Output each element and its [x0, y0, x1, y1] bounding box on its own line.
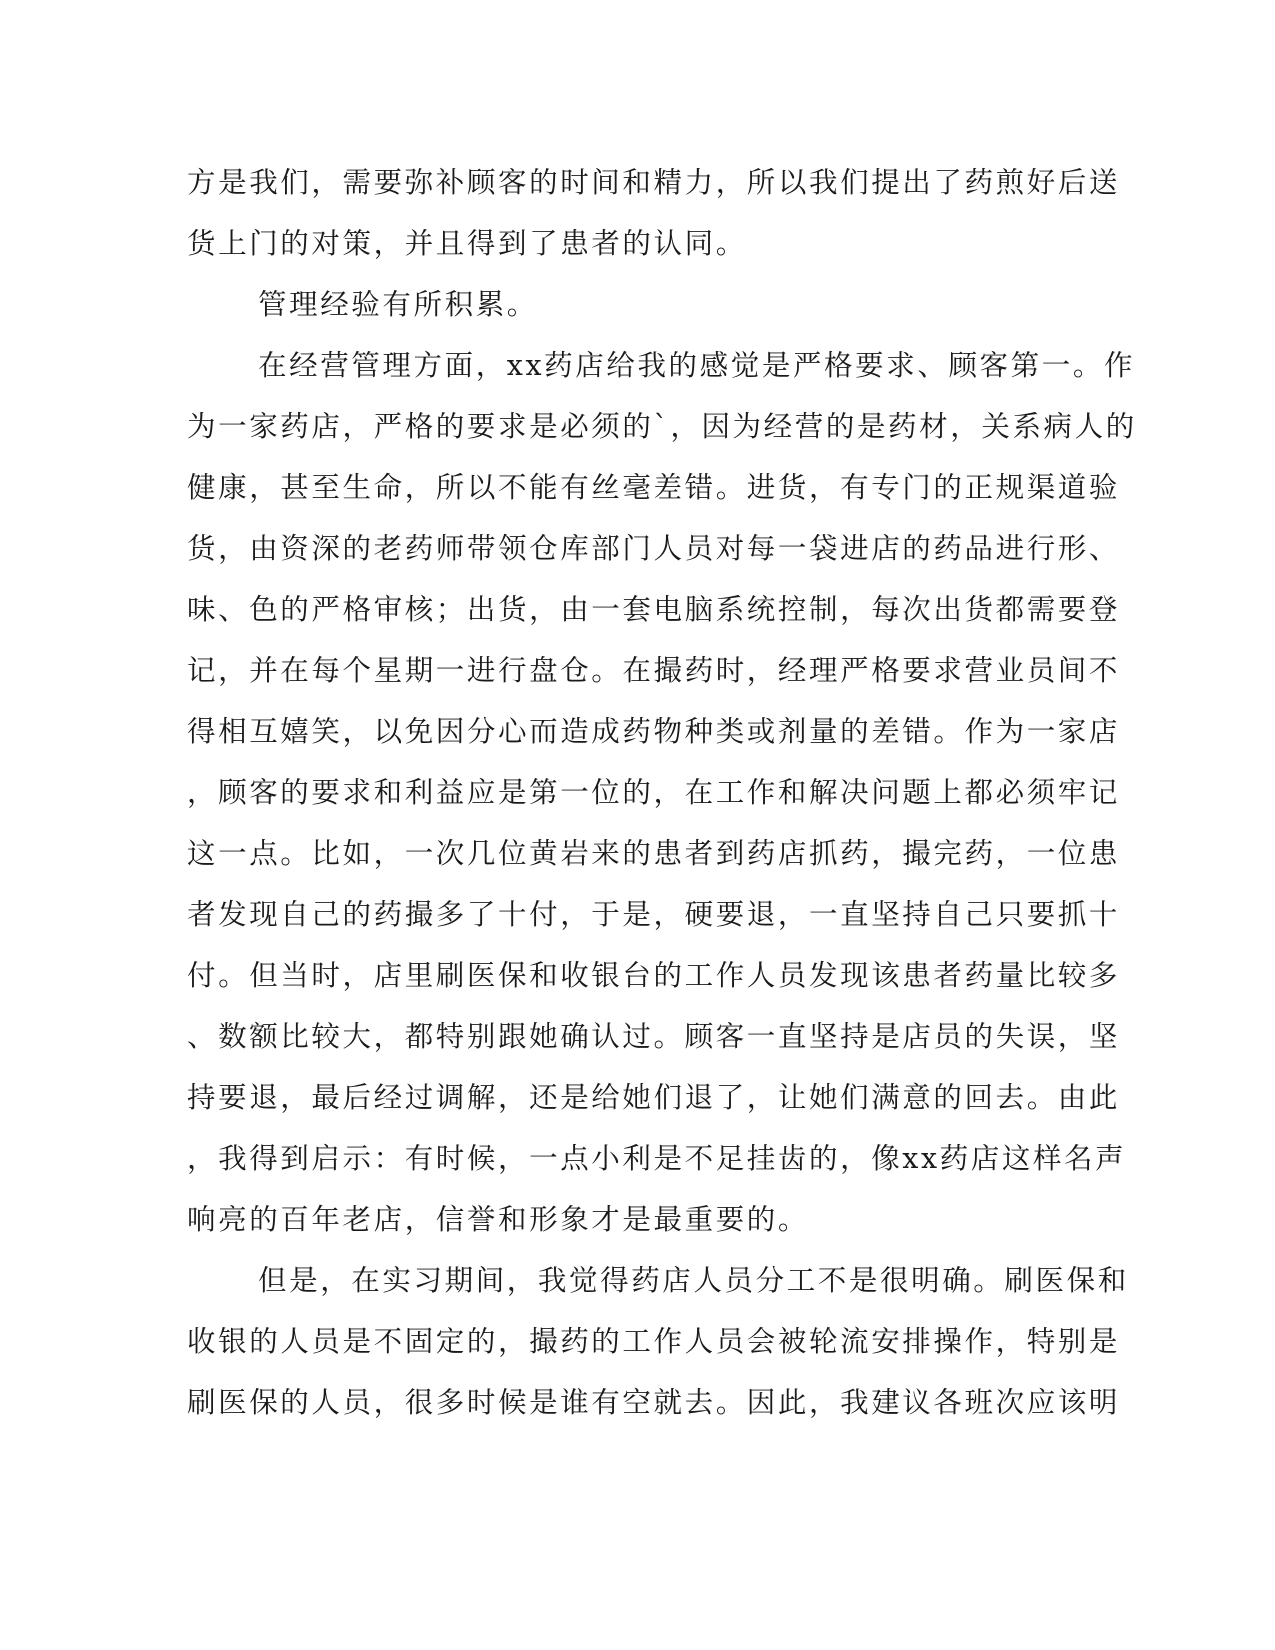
text-line: 健康，甚至生命，所以不能有丝毫差错。进货，有专门的正规渠道验: [187, 471, 1121, 504]
text-line: 记，并在每个星期一进行盘仓。在撮药时，经理严格要求营业员间不: [187, 654, 1121, 687]
text-line: 味、色的严格审核；出货，由一套电脑系统控制，每次出货都需要登: [187, 593, 1121, 626]
body-text: [187, 152, 1137, 1433]
text-line: 但是，在实习期间，我觉得药店人员分工不是很明确。刷医保和: [258, 1264, 1129, 1297]
text-line: 响亮的百年老店，信誉和形象才是最重要的。: [187, 1203, 810, 1236]
text-line: 收银的人员是不固定的，撮药的工作人员会被轮流安排操作，特别是: [187, 1325, 1121, 1358]
text-line: 付。但当时，店里刷医保和收银台的工作人员发现该患者药量比较多: [187, 959, 1121, 992]
text-line: 货上门的对策，并且得到了患者的认同。: [187, 227, 747, 260]
text-line: 者发现自己的药撮多了十付，于是，硬要退，一直坚持自己只要抓十: [187, 898, 1121, 931]
paragraph-heading: 管理经验有所积累。: [258, 288, 538, 321]
text-line: 、数额比较大，都特别跟她确认过。顾客一直坚持是店员的失误，坚: [187, 1020, 1121, 1053]
text-line: ，我得到启示：有时候，一点小利是不足挂齿的，像xx药店这样名声: [187, 1142, 1127, 1175]
text-line: 为一家药店，严格的要求是必须的`，因为经营的是药材，关系病人的: [187, 410, 1137, 443]
text-line: 刷医保的人员，很多时候是谁有空就去。因此，我建议各班次应该明: [187, 1386, 1121, 1419]
text-line: 在经营管理方面，xx药店给我的感觉是严格要求、顾客第一。作: [258, 349, 1136, 382]
text-line: 持要退，最后经过调解，还是给她们退了，让她们满意的回去。由此: [187, 1081, 1121, 1114]
text-line: 方是我们，需要弥补顾客的时间和精力，所以我们提出了药煎好后送: [187, 166, 1121, 199]
text-line: ，顾客的要求和利益应是第一位的，在工作和解决问题上都必须牢记: [187, 776, 1121, 809]
text-line: 货，由资深的老药师带领仓库部门人员对每一袋进店的药品进行形、: [187, 532, 1121, 565]
text-line: 得相互嬉笑，以免因分心而造成药物种类或剂量的差错。作为一家店: [187, 715, 1121, 748]
text-line: 这一点。比如，一次几位黄岩来的患者到药店抓药，撮完药，一位患: [187, 837, 1121, 870]
